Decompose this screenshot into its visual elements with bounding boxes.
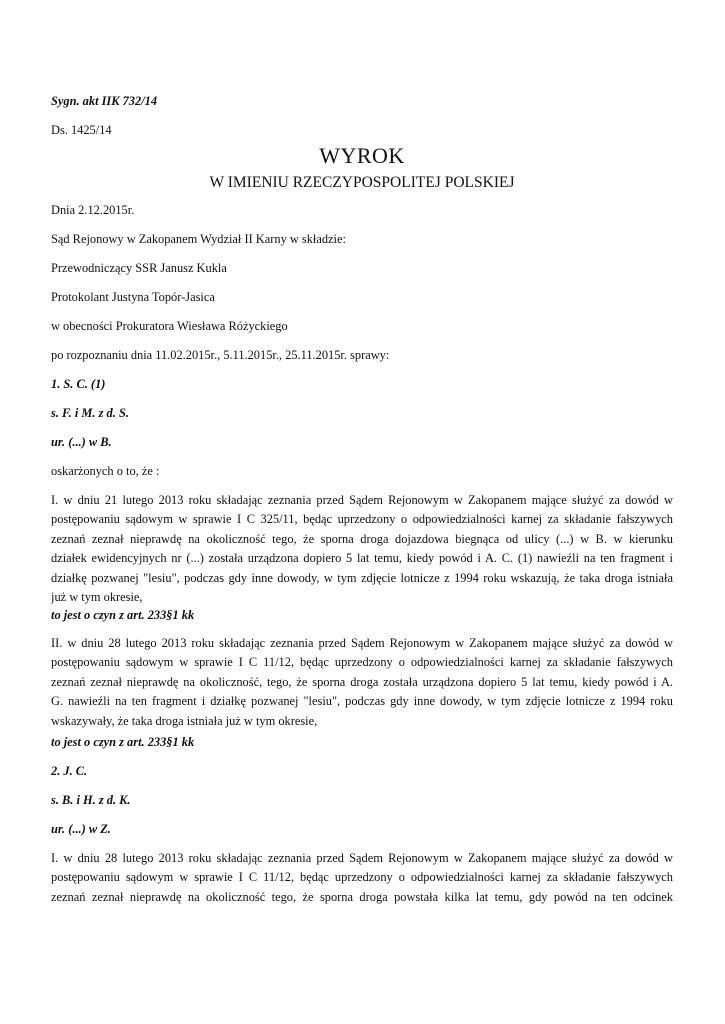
hearing-dates-line: po rozpoznaniu dnia 11.02.2015r., 5.11.2015r., 25.11.2015r. sprawy:: [51, 348, 390, 362]
charge-1-line: postępowaniu sądowym w sprawie I C 325/11, będąc uprzedzony o odpowiedzialności karnej za składanie fałszywych: [51, 512, 673, 527]
verdict-title: WYROK: [319, 143, 405, 168]
charge-2-line: wskazywały, że taka droga istniała już w tym okresie,: [51, 713, 318, 728]
defendant-2-name: 2. J. C.: [51, 764, 88, 778]
court-line: Sąd Rejonowy w Zakopanem Wydział II Karny w składzie:: [51, 232, 346, 246]
article-reference-2: to jest o czyn z art. 233§1 kk: [51, 735, 195, 749]
charge-3-line: postępowaniu sądowym w sprawie I C 11/12, będąc uprzedzony o odpowiedzialności karnej za składanie fałszywych: [51, 870, 673, 885]
prosecutor-line: w obecności Prokuratora Wiesława Różyckiego: [51, 319, 288, 333]
charge-2-line: zeznań zeznał nieprawdę na okoliczność, tego, że sporna droga została urządzona dopiero 5 lat temu, kiedy powód i A.: [51, 674, 673, 689]
charge-2-line: postępowaniu sądowym w sprawie I C 11/12, będąc uprzedzony o odpowiedzialności karnej za składanie fałszywych: [51, 655, 673, 670]
case-signature: Sygn. akt IIK 732/14: [51, 94, 158, 108]
charge-1-line: zeznań zeznał nieprawdę na okoliczność tego, że sporna droga dojazdowa biegnąca od ulicy (...) w B. w kierunku: [51, 531, 673, 546]
charge-2-paragraph: [51, 634, 673, 731]
defendant-2-parents: s. B. i H. z d. K.: [51, 793, 131, 807]
verdict-subtitle: W IMIENIU RZECZYPOSPOLITEJ POLSKIEJ: [209, 174, 515, 191]
clerk-line: Protokolant Justyna Topór-Jasica: [51, 290, 215, 304]
charge-1-paragraph: [51, 491, 673, 607]
charge-2-line: G. nawieźli na ten fragment i działkę pozwanej "lesiu", podczas gdy inne dowody, w tym zdjęcie lotnicze z 1994 roku: [51, 694, 673, 709]
accused-line: oskarżonych o to, że :: [51, 464, 160, 478]
charge-1-line: już w tym okresie,: [51, 590, 143, 605]
charge-3-line: I. w dniu 28 lutego 2013 roku składając zeznania przed Sądem Rejonowym w Zakopanem mające służyć za dowód w: [51, 851, 673, 865]
charge-1-line: I. w dniu 21 lutego 2013 roku składając zeznania przed Sądem Rejonowym w Zakopanem mające służyć za dowód w: [51, 493, 673, 507]
defendant-1-parents: s. F. i M. z d. S.: [51, 406, 129, 420]
charge-1-line: działkę pozwanej "lesiu", podczas gdy inne dowody, w tym zdjęcie lotnicze z 1994 roku wskazują, że taka droga istniała: [51, 570, 673, 585]
ds-number: Ds. 1425/14: [51, 123, 112, 137]
charge-2-line: II. w dniu 28 lutego 2013 roku składając zeznania przed Sądem Rejonowym w Zakopanem mające służyć za dowód w: [51, 636, 673, 650]
date-line: Dnia 2.12.2015r.: [51, 203, 135, 217]
charge-3-paragraph: [51, 849, 673, 907]
defendant-2-birth: ur. (...) w Z.: [51, 822, 111, 836]
charge-1-line: działek ewidencyjnych nr (...) została urządzona dopiero 5 lat temu, kiedy powód i A. C. (1) nawieźli na ten fragment i: [51, 551, 673, 566]
defendant-1-name: 1. S. C. (1): [51, 377, 106, 391]
defendant-1-birth: ur. (...) w B.: [51, 435, 112, 449]
presiding-judge-line: Przewodniczący SSR Janusz Kukla: [51, 261, 227, 275]
article-reference-1: to jest o czyn z art. 233§1 kk: [51, 608, 195, 622]
charge-3-line: zeznań zeznał nieprawdę na okoliczność tego, że sporna droga powstała kilka lat temu, gdy powód na ten odcinek: [51, 889, 673, 904]
